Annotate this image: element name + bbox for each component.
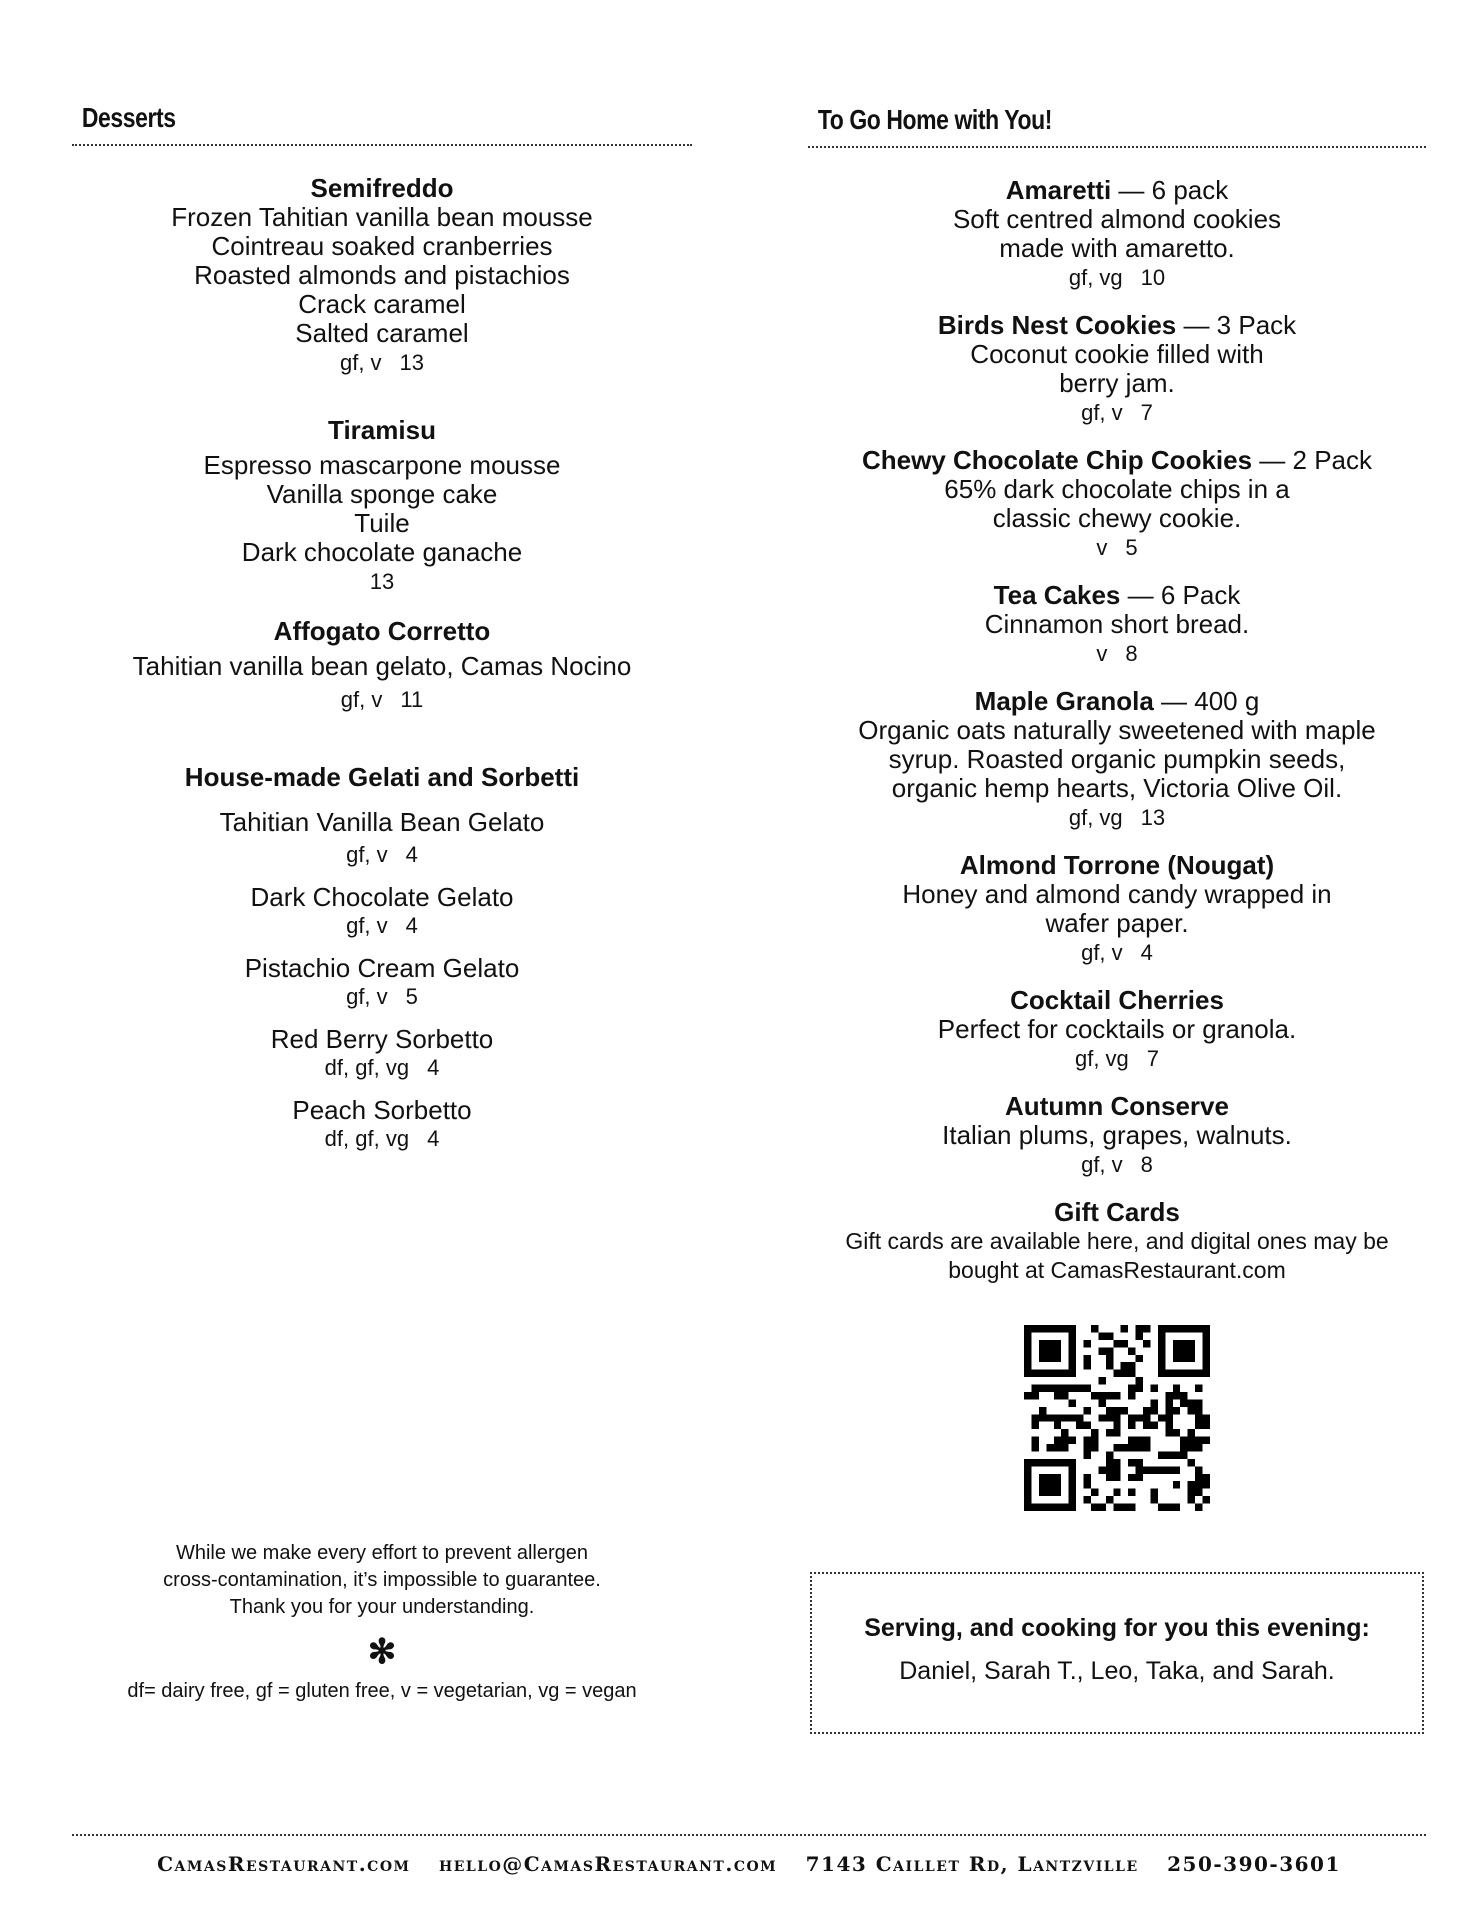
dessert-tags-row <box>72 685 692 715</box>
gelato-item <box>72 808 692 869</box>
gift-cards-line: Gift cards are available here, and digital ones may be <box>845 1228 1389 1254</box>
dessert-line: Vanilla sponge cake <box>266 479 498 509</box>
product-line: organic hemp hearts, Victoria Olive Oil. <box>891 773 1343 803</box>
dessert-line: Frozen Tahitian vanilla bean mousse <box>171 202 593 232</box>
staff-box <box>810 1572 1424 1734</box>
dessert-line: Espresso mascarpone mousse <box>203 450 561 480</box>
diet-tags: df, gf, vg <box>324 1055 410 1080</box>
price: 7 <box>1146 1046 1160 1071</box>
product-line: Organic oats naturally sweetened with maple <box>858 715 1376 745</box>
product-line: Coconut cookie filled with <box>970 339 1264 369</box>
price: 7 <box>1140 400 1153 425</box>
footer-email[interactable]: hello@CamasRestaurant.com <box>438 1852 778 1876</box>
product-line: Honey and almond candy wrapped in <box>902 879 1332 909</box>
price: 4 <box>427 1126 440 1151</box>
product-name: Almond Torrone (Nougat) <box>959 850 1275 880</box>
gelato-tags-row <box>72 912 692 940</box>
price: 8 <box>1140 1152 1153 1177</box>
diet-tags: gf, v <box>1081 400 1123 425</box>
diet-tags: gf, vg <box>1074 1046 1129 1071</box>
dessert-line: Roasted almonds and pistachios <box>194 260 570 290</box>
product-name: Tea Cakes <box>993 580 1121 610</box>
product-tags-row <box>808 1044 1426 1074</box>
footer-contact <box>72 1852 1426 1876</box>
product-name: Autumn Conserve <box>1005 1091 1229 1121</box>
qr-code[interactable] <box>1024 1325 1210 1511</box>
price: 4 <box>1140 940 1153 965</box>
price: 8 <box>1125 641 1138 666</box>
product-name: Cocktail Cherries <box>1010 985 1224 1015</box>
product-size: — 6 Pack <box>1120 580 1241 610</box>
diet-tags: gf, v <box>1081 940 1123 965</box>
product-tags-row <box>808 1150 1426 1180</box>
price: 13 <box>369 569 395 594</box>
diet-legend: df= dairy free, gf = gluten free, v = vegetarian, vg = vegan <box>127 1680 637 1702</box>
price: 4 <box>405 913 418 938</box>
to-go-item <box>808 176 1426 293</box>
dessert-item-tiramisu <box>72 416 692 597</box>
product-line: Perfect for cocktails or granola. <box>937 1014 1297 1044</box>
gelato-tags-row <box>72 983 692 1011</box>
allergen-note-line: Thank you for your understanding. <box>229 1596 535 1618</box>
diet-tags: gf, v <box>1081 1152 1123 1177</box>
gelato-name: Peach Sorbetto <box>292 1095 472 1125</box>
price: 5 <box>405 984 418 1009</box>
price: 5 <box>1125 535 1138 560</box>
gelati-heading: House-made Gelati and Sorbetti <box>184 762 580 792</box>
product-size: — 2 Pack <box>1252 445 1372 475</box>
to-go-column <box>808 100 1426 1511</box>
diet-tags: gf, v <box>340 687 383 712</box>
product-line: classic chewy cookie. <box>992 503 1242 533</box>
product-line: Cinnamon short bread. <box>984 609 1250 639</box>
dessert-line: Cointreau soaked cranberries <box>211 231 553 261</box>
dessert-name: Affogato Corretto <box>273 616 491 646</box>
diet-tags: v <box>1096 641 1108 666</box>
footer-address: 7143 Caillet Rd, Lantzville <box>805 1852 1139 1876</box>
gelato-item <box>72 883 692 940</box>
gift-cards <box>808 1198 1426 1285</box>
price: 4 <box>427 1055 440 1080</box>
to-go-item <box>808 581 1426 669</box>
gelato-name: Red Berry Sorbetto <box>270 1024 494 1054</box>
gelato-name: Tahitian Vanilla Bean Gelato <box>219 807 545 837</box>
product-tags-row <box>808 803 1426 833</box>
to-go-item <box>808 986 1426 1074</box>
product-line: syrup. Roasted organic pumpkin seeds, <box>888 744 1346 774</box>
diet-tags: gf, vg <box>1068 265 1123 290</box>
diet-tags: gf, vg <box>1068 805 1123 830</box>
to-go-item <box>808 687 1426 833</box>
product-tags-row <box>808 938 1426 968</box>
desserts-column <box>72 100 692 1167</box>
allergen-note <box>72 1540 692 1705</box>
price: 10 <box>1140 265 1166 290</box>
footer-divider <box>72 1834 1426 1836</box>
desserts-title: Desserts <box>81 102 176 133</box>
dessert-line: Crack caramel <box>298 289 466 319</box>
dessert-name: Semifreddo <box>310 173 454 203</box>
to-go-title: To Go Home with You! <box>817 104 1052 135</box>
product-tags-row <box>808 639 1426 669</box>
diet-tags: gf, v <box>346 984 388 1009</box>
asterisk-ornament: ✻ <box>367 1633 397 1671</box>
product-line: wafer paper. <box>1045 908 1189 938</box>
dessert-line: Tuile <box>354 508 410 538</box>
to-go-item <box>808 311 1426 428</box>
dessert-line: Dark chocolate ganache <box>241 537 523 567</box>
diet-tags: v <box>1096 535 1108 560</box>
product-tags-row <box>808 533 1426 563</box>
to-go-item <box>808 851 1426 968</box>
diet-tags: gf, v <box>339 350 382 375</box>
product-size: — 6 pack <box>1111 175 1229 205</box>
product-line: Soft centred almond cookies <box>952 204 1282 234</box>
gelato-tags-row <box>72 1125 692 1153</box>
product-line: made with amaretto. <box>999 233 1235 263</box>
staff-heading: Serving, and cooking for you this evening: <box>864 1614 1370 1642</box>
staff-names: Daniel, Sarah T., Leo, Taka, and Sarah. <box>899 1657 1335 1685</box>
desserts-list <box>72 146 692 1153</box>
gift-cards-line: bought at CamasRestaurant.com <box>948 1257 1286 1283</box>
product-size: — 400 g <box>1153 686 1260 716</box>
price: 13 <box>399 350 425 375</box>
product-name: Maple Granola <box>974 686 1154 716</box>
product-line: 65% dark chocolate chips in a <box>944 474 1290 504</box>
diet-tags: gf, v <box>346 842 388 867</box>
price: 13 <box>1140 805 1166 830</box>
product-tags-row <box>808 263 1426 293</box>
dessert-tags-row <box>72 567 692 597</box>
gelato-item <box>72 1025 692 1082</box>
dessert-name: Tiramisu <box>328 415 436 445</box>
to-go-item <box>808 1092 1426 1180</box>
to-go-item <box>808 446 1426 563</box>
diet-tags: gf, v <box>346 913 388 938</box>
gelato-item <box>72 954 692 1011</box>
product-name: Birds Nest Cookies <box>937 310 1177 340</box>
product-line: Italian plums, grapes, walnuts. <box>942 1120 1292 1150</box>
product-tags-row <box>808 398 1426 428</box>
allergen-note-line: While we make every effort to prevent allergen <box>175 1542 589 1564</box>
price: 4 <box>405 842 418 867</box>
dessert-item-affogato <box>72 617 692 715</box>
gelato-name: Pistachio Cream Gelato <box>244 953 520 983</box>
product-size: — 3 Pack <box>1176 310 1297 340</box>
gift-cards-title: Gift Cards <box>1054 1197 1180 1227</box>
diet-tags: df, gf, vg <box>324 1126 410 1151</box>
gelato-tags-row <box>72 1054 692 1082</box>
dessert-tags-row <box>72 348 692 378</box>
to-go-list <box>808 148 1426 1511</box>
dessert-item-semifreddo <box>72 174 692 378</box>
product-name: Chewy Chocolate Chip Cookies <box>861 445 1253 475</box>
allergen-note-line: cross-contamination, it’s impossible to guarantee. <box>163 1569 601 1591</box>
footer-website[interactable]: CamasRestaurant.com <box>157 1852 411 1876</box>
gelato-name: Dark Chocolate Gelato <box>250 882 514 912</box>
dessert-line: Salted caramel <box>295 318 469 348</box>
gelato-tags-row <box>72 841 692 869</box>
gelato-item <box>72 1096 692 1153</box>
product-name: Amaretti <box>1005 175 1112 205</box>
product-line: berry jam. <box>1059 368 1175 398</box>
footer-phone[interactable]: 250-390-3601 <box>1167 1852 1341 1876</box>
dessert-line: Tahitian vanilla bean gelato, Camas Nocino <box>132 651 632 681</box>
price: 11 <box>400 687 424 712</box>
